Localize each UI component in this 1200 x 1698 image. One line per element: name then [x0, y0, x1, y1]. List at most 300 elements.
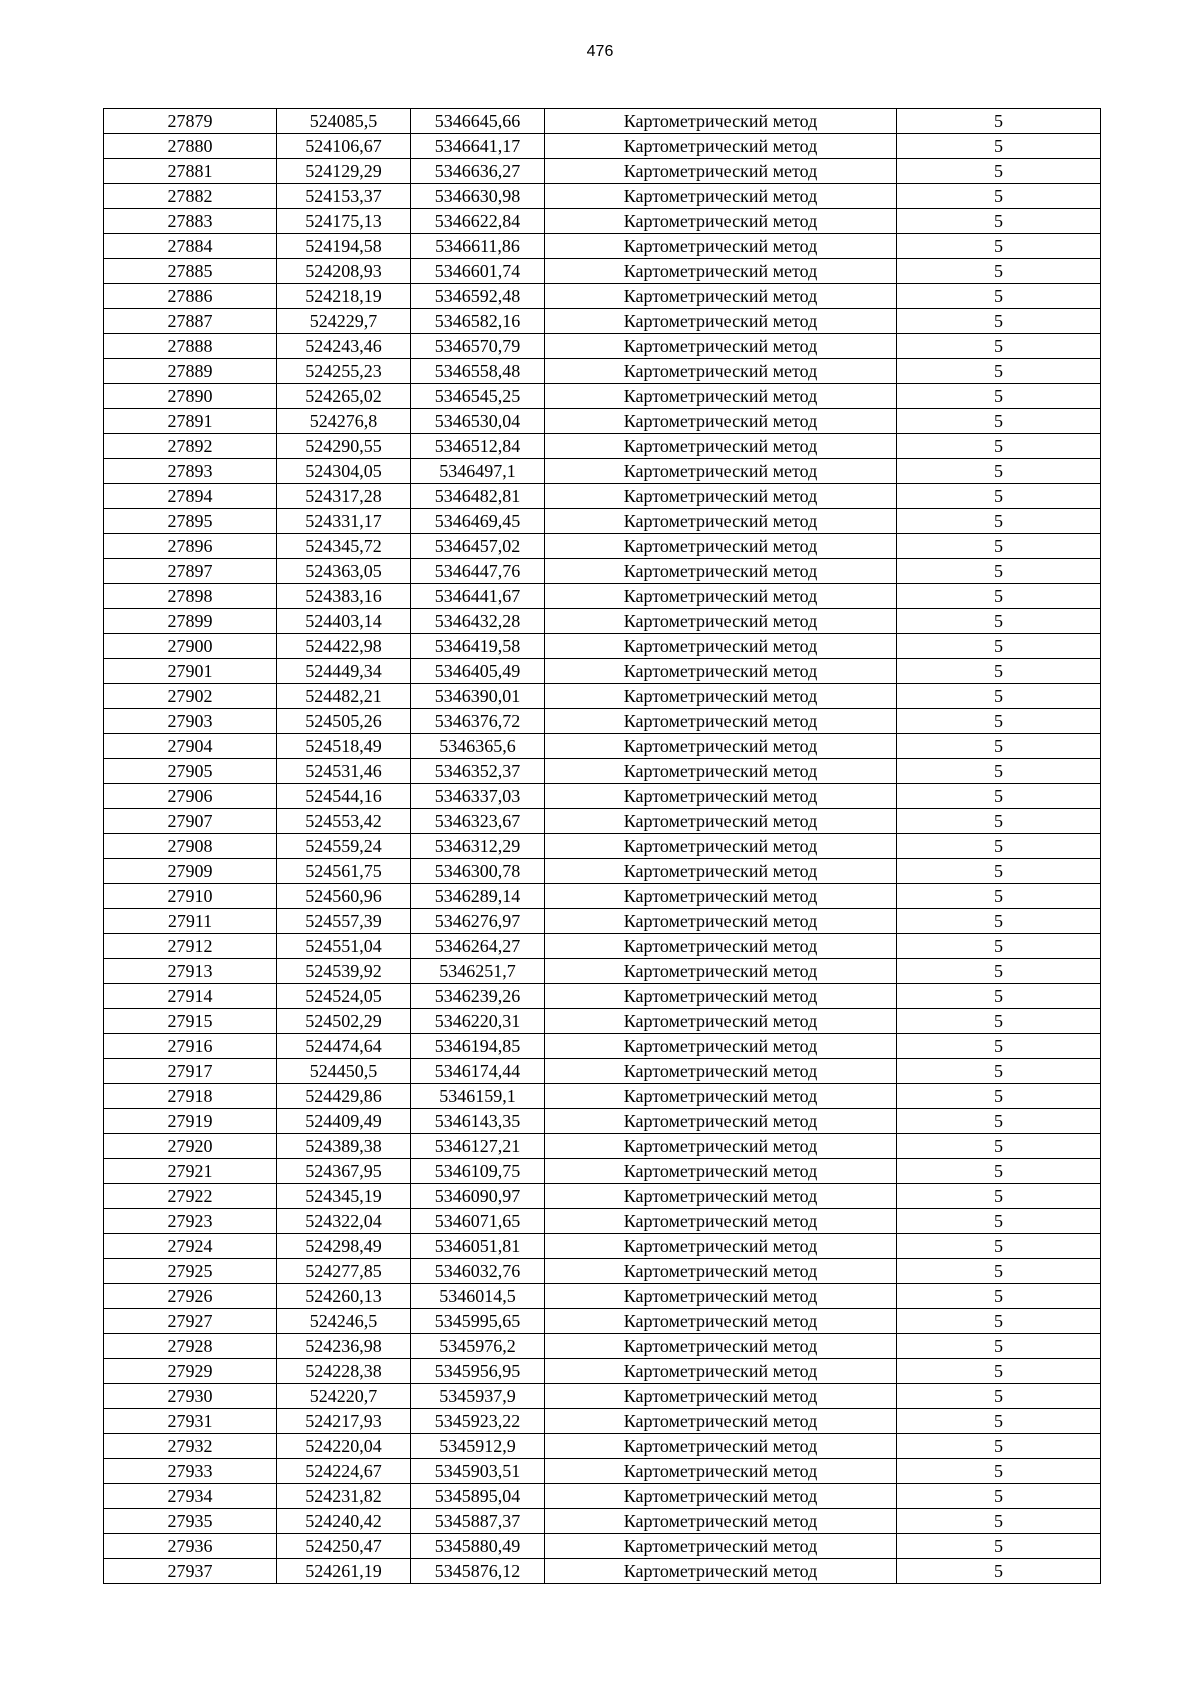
accuracy-cell: 5	[897, 484, 1101, 509]
point-number-cell: 27927	[104, 1309, 277, 1334]
method-cell: Картометрический метод	[545, 1109, 897, 1134]
table-row	[104, 1284, 1101, 1309]
table-row	[104, 1259, 1101, 1284]
table-row	[104, 509, 1101, 534]
accuracy-cell: 5	[897, 284, 1101, 309]
accuracy-cell: 5	[897, 1309, 1101, 1334]
table-row	[104, 934, 1101, 959]
accuracy-cell: 5	[897, 909, 1101, 934]
point-number-cell: 27921	[104, 1159, 277, 1184]
accuracy-cell: 5	[897, 334, 1101, 359]
accuracy-cell: 5	[897, 109, 1101, 134]
accuracy-cell: 5	[897, 1284, 1101, 1309]
table-row	[104, 984, 1101, 1009]
x-coordinate-cell: 524290,55	[277, 434, 411, 459]
y-coordinate-cell: 5346071,65	[411, 1209, 545, 1234]
y-coordinate-cell: 5345912,9	[411, 1434, 545, 1459]
y-coordinate-cell: 5346323,67	[411, 809, 545, 834]
method-cell: Картометрический метод	[545, 684, 897, 709]
x-coordinate-cell: 524277,85	[277, 1259, 411, 1284]
y-coordinate-cell: 5346482,81	[411, 484, 545, 509]
accuracy-cell: 5	[897, 359, 1101, 384]
x-coordinate-cell: 524449,34	[277, 659, 411, 684]
x-coordinate-cell: 524429,86	[277, 1084, 411, 1109]
table-row	[104, 1059, 1101, 1084]
point-number-cell: 27895	[104, 509, 277, 534]
y-coordinate-cell: 5346441,67	[411, 584, 545, 609]
x-coordinate-cell: 524217,93	[277, 1409, 411, 1434]
point-number-cell: 27909	[104, 859, 277, 884]
point-number-cell: 27937	[104, 1559, 277, 1584]
point-number-cell: 27907	[104, 809, 277, 834]
accuracy-cell: 5	[897, 234, 1101, 259]
accuracy-cell: 5	[897, 1334, 1101, 1359]
method-cell: Картометрический метод	[545, 609, 897, 634]
point-number-cell: 27881	[104, 159, 277, 184]
y-coordinate-cell: 5345876,12	[411, 1559, 545, 1584]
method-cell: Картометрический метод	[545, 1409, 897, 1434]
point-number-cell: 27896	[104, 534, 277, 559]
point-number-cell: 27915	[104, 1009, 277, 1034]
x-coordinate-cell: 524403,14	[277, 609, 411, 634]
x-coordinate-cell: 524345,72	[277, 534, 411, 559]
point-number-cell: 27887	[104, 309, 277, 334]
point-number-cell: 27882	[104, 184, 277, 209]
x-coordinate-cell: 524298,49	[277, 1234, 411, 1259]
accuracy-cell: 5	[897, 309, 1101, 334]
method-cell: Картометрический метод	[545, 759, 897, 784]
point-number-cell: 27892	[104, 434, 277, 459]
point-number-cell: 27914	[104, 984, 277, 1009]
table-row	[104, 309, 1101, 334]
method-cell: Картометрический метод	[545, 184, 897, 209]
table-row	[104, 1009, 1101, 1034]
x-coordinate-cell: 524322,04	[277, 1209, 411, 1234]
point-number-cell: 27916	[104, 1034, 277, 1059]
method-cell: Картометрический метод	[545, 1034, 897, 1059]
method-cell: Картометрический метод	[545, 584, 897, 609]
accuracy-cell: 5	[897, 634, 1101, 659]
table-row	[104, 659, 1101, 684]
x-coordinate-cell: 524085,5	[277, 109, 411, 134]
x-coordinate-cell: 524345,19	[277, 1184, 411, 1209]
y-coordinate-cell: 5346630,98	[411, 184, 545, 209]
table-row	[104, 409, 1101, 434]
table-row	[104, 159, 1101, 184]
x-coordinate-cell: 524243,46	[277, 334, 411, 359]
x-coordinate-cell: 524561,75	[277, 859, 411, 884]
method-cell: Картометрический метод	[545, 909, 897, 934]
x-coordinate-cell: 524505,26	[277, 709, 411, 734]
table-row	[104, 1559, 1101, 1584]
point-number-cell: 27904	[104, 734, 277, 759]
accuracy-cell: 5	[897, 1484, 1101, 1509]
table-row	[104, 1334, 1101, 1359]
y-coordinate-cell: 5346276,97	[411, 909, 545, 934]
y-coordinate-cell: 5346530,04	[411, 409, 545, 434]
method-cell: Картометрический метод	[545, 1509, 897, 1534]
point-number-cell: 27931	[104, 1409, 277, 1434]
accuracy-cell: 5	[897, 809, 1101, 834]
accuracy-cell: 5	[897, 1059, 1101, 1084]
x-coordinate-cell: 524482,21	[277, 684, 411, 709]
method-cell: Картометрический метод	[545, 734, 897, 759]
method-cell: Картометрический метод	[545, 1484, 897, 1509]
method-cell: Картометрический метод	[545, 1534, 897, 1559]
y-coordinate-cell: 5346582,16	[411, 309, 545, 334]
accuracy-cell: 5	[897, 1534, 1101, 1559]
x-coordinate-cell: 524409,49	[277, 1109, 411, 1134]
x-coordinate-cell: 524531,46	[277, 759, 411, 784]
x-coordinate-cell: 524261,19	[277, 1559, 411, 1584]
method-cell: Картометрический метод	[545, 1059, 897, 1084]
table-row	[104, 1184, 1101, 1209]
table-row	[104, 1234, 1101, 1259]
y-coordinate-cell: 5346300,78	[411, 859, 545, 884]
x-coordinate-cell: 524236,98	[277, 1334, 411, 1359]
x-coordinate-cell: 524474,64	[277, 1034, 411, 1059]
table-row	[104, 434, 1101, 459]
x-coordinate-cell: 524389,38	[277, 1134, 411, 1159]
accuracy-cell: 5	[897, 1009, 1101, 1034]
y-coordinate-cell: 5346611,86	[411, 234, 545, 259]
accuracy-cell: 5	[897, 659, 1101, 684]
point-number-cell: 27930	[104, 1384, 277, 1409]
table-row	[104, 459, 1101, 484]
table-row	[104, 584, 1101, 609]
accuracy-cell: 5	[897, 509, 1101, 534]
point-number-cell: 27932	[104, 1434, 277, 1459]
method-cell: Картометрический метод	[545, 384, 897, 409]
coordinates-table	[103, 108, 1101, 1584]
x-coordinate-cell: 524246,5	[277, 1309, 411, 1334]
method-cell: Картометрический метод	[545, 1209, 897, 1234]
table-row	[104, 1484, 1101, 1509]
y-coordinate-cell: 5346264,27	[411, 934, 545, 959]
y-coordinate-cell: 5345976,2	[411, 1334, 545, 1359]
table-row	[104, 559, 1101, 584]
accuracy-cell: 5	[897, 834, 1101, 859]
accuracy-cell: 5	[897, 459, 1101, 484]
accuracy-cell: 5	[897, 959, 1101, 984]
y-coordinate-cell: 5346159,1	[411, 1084, 545, 1109]
accuracy-cell: 5	[897, 1509, 1101, 1534]
y-coordinate-cell: 5346512,84	[411, 434, 545, 459]
point-number-cell: 27894	[104, 484, 277, 509]
point-number-cell: 27911	[104, 909, 277, 934]
point-number-cell: 27925	[104, 1259, 277, 1284]
accuracy-cell: 5	[897, 384, 1101, 409]
point-number-cell: 27905	[104, 759, 277, 784]
table-row	[104, 834, 1101, 859]
x-coordinate-cell: 524260,13	[277, 1284, 411, 1309]
table-row	[104, 534, 1101, 559]
x-coordinate-cell: 524304,05	[277, 459, 411, 484]
table-row	[104, 209, 1101, 234]
point-number-cell: 27884	[104, 234, 277, 259]
accuracy-cell: 5	[897, 1034, 1101, 1059]
accuracy-cell: 5	[897, 984, 1101, 1009]
point-number-cell: 27928	[104, 1334, 277, 1359]
method-cell: Картометрический метод	[545, 259, 897, 284]
accuracy-cell: 5	[897, 934, 1101, 959]
x-coordinate-cell: 524331,17	[277, 509, 411, 534]
accuracy-cell: 5	[897, 1159, 1101, 1184]
point-number-cell: 27918	[104, 1084, 277, 1109]
y-coordinate-cell: 5346143,35	[411, 1109, 545, 1134]
method-cell: Картометрический метод	[545, 984, 897, 1009]
table-row	[104, 234, 1101, 259]
table-row	[104, 184, 1101, 209]
x-coordinate-cell: 524539,92	[277, 959, 411, 984]
x-coordinate-cell: 524450,5	[277, 1059, 411, 1084]
point-number-cell: 27893	[104, 459, 277, 484]
point-number-cell: 27879	[104, 109, 277, 134]
y-coordinate-cell: 5345895,04	[411, 1484, 545, 1509]
x-coordinate-cell: 524129,29	[277, 159, 411, 184]
point-number-cell: 27891	[104, 409, 277, 434]
point-number-cell: 27935	[104, 1509, 277, 1534]
accuracy-cell: 5	[897, 884, 1101, 909]
y-coordinate-cell: 5346457,02	[411, 534, 545, 559]
method-cell: Картометрический метод	[545, 509, 897, 534]
method-cell: Картометрический метод	[545, 484, 897, 509]
method-cell: Картометрический метод	[545, 1309, 897, 1334]
x-coordinate-cell: 524250,47	[277, 1534, 411, 1559]
table-row	[104, 684, 1101, 709]
accuracy-cell: 5	[897, 1384, 1101, 1409]
y-coordinate-cell: 5346127,21	[411, 1134, 545, 1159]
y-coordinate-cell: 5346641,17	[411, 134, 545, 159]
coordinates-table-body	[104, 109, 1101, 1584]
x-coordinate-cell: 524317,28	[277, 484, 411, 509]
table-row	[104, 1209, 1101, 1234]
x-coordinate-cell: 524224,67	[277, 1459, 411, 1484]
accuracy-cell: 5	[897, 1209, 1101, 1234]
method-cell: Картометрический метод	[545, 809, 897, 834]
x-coordinate-cell: 524383,16	[277, 584, 411, 609]
table-row	[104, 134, 1101, 159]
x-coordinate-cell: 524231,82	[277, 1484, 411, 1509]
point-number-cell: 27926	[104, 1284, 277, 1309]
table-row	[104, 1309, 1101, 1334]
method-cell: Картометрический метод	[545, 934, 897, 959]
point-number-cell: 27912	[104, 934, 277, 959]
point-number-cell: 27924	[104, 1234, 277, 1259]
table-row	[104, 1134, 1101, 1159]
x-coordinate-cell: 524229,7	[277, 309, 411, 334]
y-coordinate-cell: 5346405,49	[411, 659, 545, 684]
y-coordinate-cell: 5346376,72	[411, 709, 545, 734]
y-coordinate-cell: 5346645,66	[411, 109, 545, 134]
method-cell: Картометрический метод	[545, 659, 897, 684]
x-coordinate-cell: 524560,96	[277, 884, 411, 909]
accuracy-cell: 5	[897, 784, 1101, 809]
y-coordinate-cell: 5346312,29	[411, 834, 545, 859]
accuracy-cell: 5	[897, 1134, 1101, 1159]
table-row	[104, 359, 1101, 384]
accuracy-cell: 5	[897, 409, 1101, 434]
method-cell: Картометрический метод	[545, 834, 897, 859]
point-number-cell: 27889	[104, 359, 277, 384]
accuracy-cell: 5	[897, 759, 1101, 784]
table-row	[104, 959, 1101, 984]
method-cell: Картометрический метод	[545, 1259, 897, 1284]
y-coordinate-cell: 5346447,76	[411, 559, 545, 584]
point-number-cell: 27917	[104, 1059, 277, 1084]
table-row	[104, 1409, 1101, 1434]
accuracy-cell: 5	[897, 1459, 1101, 1484]
y-coordinate-cell: 5346419,58	[411, 634, 545, 659]
method-cell: Картометрический метод	[545, 1384, 897, 1409]
table-row	[104, 859, 1101, 884]
x-coordinate-cell: 524208,93	[277, 259, 411, 284]
y-coordinate-cell: 5346337,03	[411, 784, 545, 809]
x-coordinate-cell: 524276,8	[277, 409, 411, 434]
x-coordinate-cell: 524518,49	[277, 734, 411, 759]
method-cell: Картометрический метод	[545, 234, 897, 259]
accuracy-cell: 5	[897, 559, 1101, 584]
table-row	[104, 1359, 1101, 1384]
x-coordinate-cell: 524422,98	[277, 634, 411, 659]
y-coordinate-cell: 5346251,7	[411, 959, 545, 984]
y-coordinate-cell: 5346636,27	[411, 159, 545, 184]
table-row	[104, 1034, 1101, 1059]
y-coordinate-cell: 5346014,5	[411, 1284, 545, 1309]
x-coordinate-cell: 524363,05	[277, 559, 411, 584]
x-coordinate-cell: 524106,67	[277, 134, 411, 159]
method-cell: Картометрический метод	[545, 859, 897, 884]
table-row	[104, 384, 1101, 409]
accuracy-cell: 5	[897, 859, 1101, 884]
x-coordinate-cell: 524553,42	[277, 809, 411, 834]
method-cell: Картометрический метод	[545, 709, 897, 734]
table-row	[104, 784, 1101, 809]
y-coordinate-cell: 5346497,1	[411, 459, 545, 484]
method-cell: Картометрический метод	[545, 459, 897, 484]
table-row	[104, 1084, 1101, 1109]
y-coordinate-cell: 5346469,45	[411, 509, 545, 534]
accuracy-cell: 5	[897, 534, 1101, 559]
x-coordinate-cell: 524228,38	[277, 1359, 411, 1384]
method-cell: Картометрический метод	[545, 1084, 897, 1109]
table-row	[104, 809, 1101, 834]
y-coordinate-cell: 5345995,65	[411, 1309, 545, 1334]
point-number-cell: 27898	[104, 584, 277, 609]
method-cell: Картометрический метод	[545, 1459, 897, 1484]
point-number-cell: 27920	[104, 1134, 277, 1159]
y-coordinate-cell: 5346289,14	[411, 884, 545, 909]
x-coordinate-cell: 524551,04	[277, 934, 411, 959]
table-row	[104, 759, 1101, 784]
point-number-cell: 27890	[104, 384, 277, 409]
method-cell: Картометрический метод	[545, 284, 897, 309]
method-cell: Картометрический метод	[545, 1134, 897, 1159]
table-row	[104, 1534, 1101, 1559]
x-coordinate-cell: 524220,7	[277, 1384, 411, 1409]
table-row	[104, 709, 1101, 734]
x-coordinate-cell: 524255,23	[277, 359, 411, 384]
table-row	[104, 484, 1101, 509]
y-coordinate-cell: 5346109,75	[411, 1159, 545, 1184]
method-cell: Картометрический метод	[545, 559, 897, 584]
method-cell: Картометрический метод	[545, 1359, 897, 1384]
method-cell: Картометрический метод	[545, 209, 897, 234]
accuracy-cell: 5	[897, 1184, 1101, 1209]
x-coordinate-cell: 524265,02	[277, 384, 411, 409]
y-coordinate-cell: 5345923,22	[411, 1409, 545, 1434]
x-coordinate-cell: 524194,58	[277, 234, 411, 259]
table-row	[104, 1384, 1101, 1409]
x-coordinate-cell: 524153,37	[277, 184, 411, 209]
y-coordinate-cell: 5346051,81	[411, 1234, 545, 1259]
x-coordinate-cell: 524502,29	[277, 1009, 411, 1034]
y-coordinate-cell: 5346558,48	[411, 359, 545, 384]
method-cell: Картометрический метод	[545, 634, 897, 659]
table-row	[104, 1509, 1101, 1534]
accuracy-cell: 5	[897, 184, 1101, 209]
point-number-cell: 27885	[104, 259, 277, 284]
method-cell: Картометрический метод	[545, 309, 897, 334]
y-coordinate-cell: 5346601,74	[411, 259, 545, 284]
method-cell: Картометрический метод	[545, 784, 897, 809]
point-number-cell: 27923	[104, 1209, 277, 1234]
point-number-cell: 27933	[104, 1459, 277, 1484]
table-row	[104, 259, 1101, 284]
x-coordinate-cell: 524524,05	[277, 984, 411, 1009]
x-coordinate-cell: 524544,16	[277, 784, 411, 809]
accuracy-cell: 5	[897, 1359, 1101, 1384]
accuracy-cell: 5	[897, 134, 1101, 159]
point-number-cell: 27922	[104, 1184, 277, 1209]
method-cell: Картометрический метод	[545, 1159, 897, 1184]
y-coordinate-cell: 5346365,6	[411, 734, 545, 759]
table-row	[104, 884, 1101, 909]
point-number-cell: 27888	[104, 334, 277, 359]
y-coordinate-cell: 5346622,84	[411, 209, 545, 234]
accuracy-cell: 5	[897, 159, 1101, 184]
accuracy-cell: 5	[897, 709, 1101, 734]
point-number-cell: 27901	[104, 659, 277, 684]
accuracy-cell: 5	[897, 1084, 1101, 1109]
method-cell: Картометрический метод	[545, 1334, 897, 1359]
x-coordinate-cell: 524367,95	[277, 1159, 411, 1184]
table-row	[104, 1459, 1101, 1484]
y-coordinate-cell: 5346545,25	[411, 384, 545, 409]
accuracy-cell: 5	[897, 584, 1101, 609]
x-coordinate-cell: 524557,39	[277, 909, 411, 934]
x-coordinate-cell: 524218,19	[277, 284, 411, 309]
point-number-cell: 27913	[104, 959, 277, 984]
point-number-cell: 27903	[104, 709, 277, 734]
point-number-cell: 27934	[104, 1484, 277, 1509]
point-number-cell: 27936	[104, 1534, 277, 1559]
y-coordinate-cell: 5345887,37	[411, 1509, 545, 1534]
accuracy-cell: 5	[897, 434, 1101, 459]
method-cell: Картометрический метод	[545, 1184, 897, 1209]
accuracy-cell: 5	[897, 1409, 1101, 1434]
method-cell: Картометрический метод	[545, 534, 897, 559]
point-number-cell: 27906	[104, 784, 277, 809]
y-coordinate-cell: 5346390,01	[411, 684, 545, 709]
method-cell: Картометрический метод	[545, 359, 897, 384]
method-cell: Картометрический метод	[545, 159, 897, 184]
table-row	[104, 1434, 1101, 1459]
x-coordinate-cell: 524240,42	[277, 1509, 411, 1534]
method-cell: Картометрический метод	[545, 109, 897, 134]
y-coordinate-cell: 5345937,9	[411, 1384, 545, 1409]
table-row	[104, 1159, 1101, 1184]
